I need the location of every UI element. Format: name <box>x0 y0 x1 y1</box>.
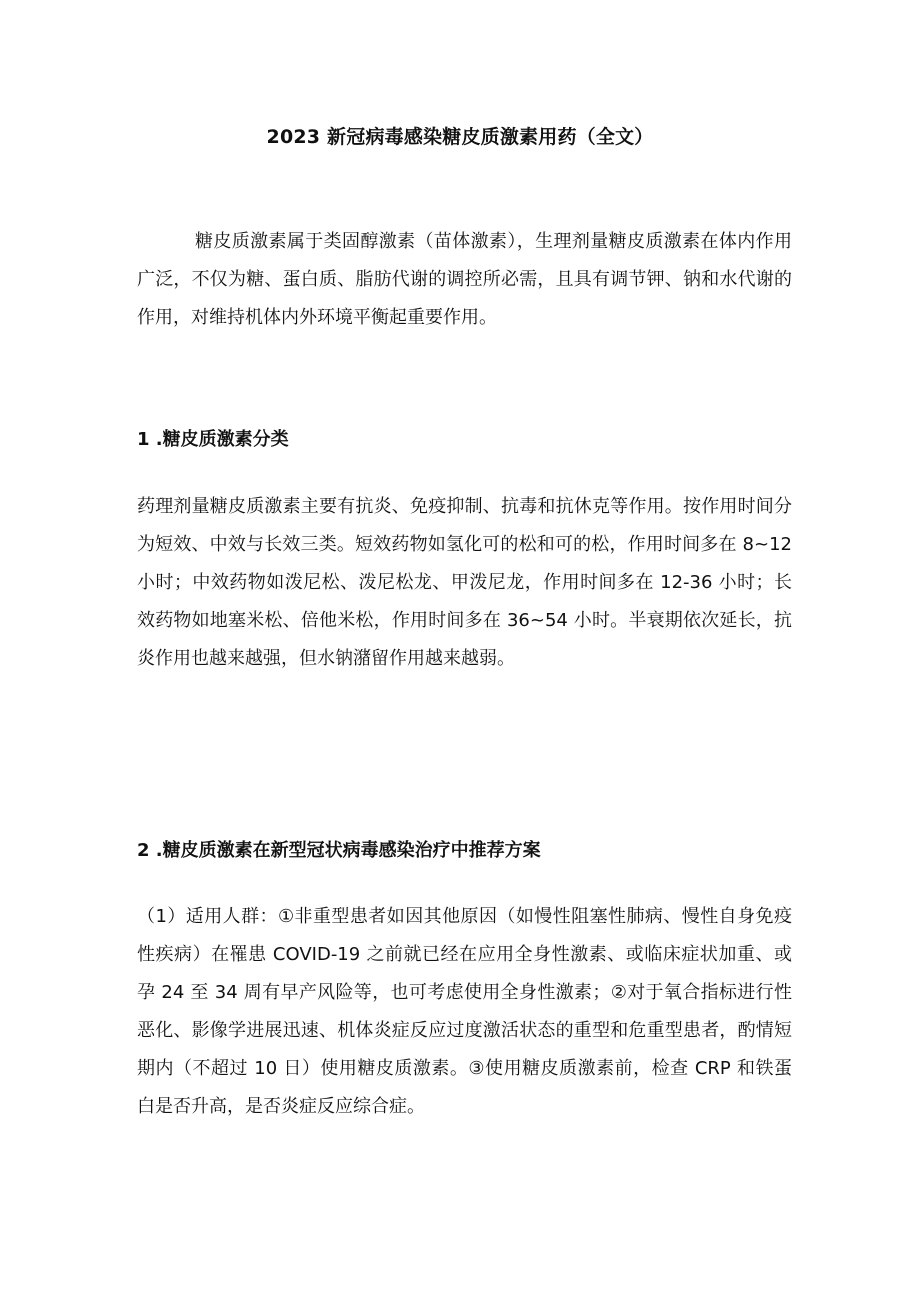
section-body-recommendation: （1）适用人群：①非重型患者如因其他原因（如慢性阻塞性肺病、慢性自身免疫性疾病）在罹患 COVID-19 之前就已经在应用全身性激素、或临床症状加重、或孕 24 至 34 周有早产风险等，也可考虑使用全身性激素；②对于氧合指标进行性恶化、影像学进展迅速、机体炎症反应过度激活状态的重型和危重型患者，酌情短期内（不超过 10 日）使用糖皮质激素。③使用糖皮质激素前，检查 CRP 和铁蛋白是否升高，是否炎症反应综合症。 <box>137 906 792 1117</box>
document-title: 2023 新冠病毒感染糖皮质激素用药（全文） <box>266 126 654 148</box>
section-heading-recommendation: 2 .糖皮质激素在新型冠状病毒感染治疗中推荐方案 <box>137 840 541 861</box>
section-heading-classification: 1 .糖皮质激素分类 <box>137 429 289 450</box>
intro-paragraph: 糖皮质激素属于类固醇激素（苗体激素），生理剂量糖皮质激素在体内作用广泛，不仅为糖、蛋白质、脂肪代谢的调控所必需，且具有调节钾、钠和水代谢的作用，对维持机体内外环境平衡起重要作用。 <box>137 231 792 328</box>
section-body-classification: 药理剂量糖皮质激素主要有抗炎、免疫抑制、抗毒和抗休克等作用。按作用时间分为短效、中效与长效三类。短效药物如氢化可的松和可的松，作用时间多在 8~12 小时；中效药物如泼尼松、泼尼松龙、甲泼尼龙，作用时间多在 12-36 小时；长效药物如地塞米松、倍他米松，作用时间多在 36~54 小时。半衰期依次延长，抗炎作用也越来越强，但水钠潴留作用越来越弱。 <box>137 496 792 669</box>
